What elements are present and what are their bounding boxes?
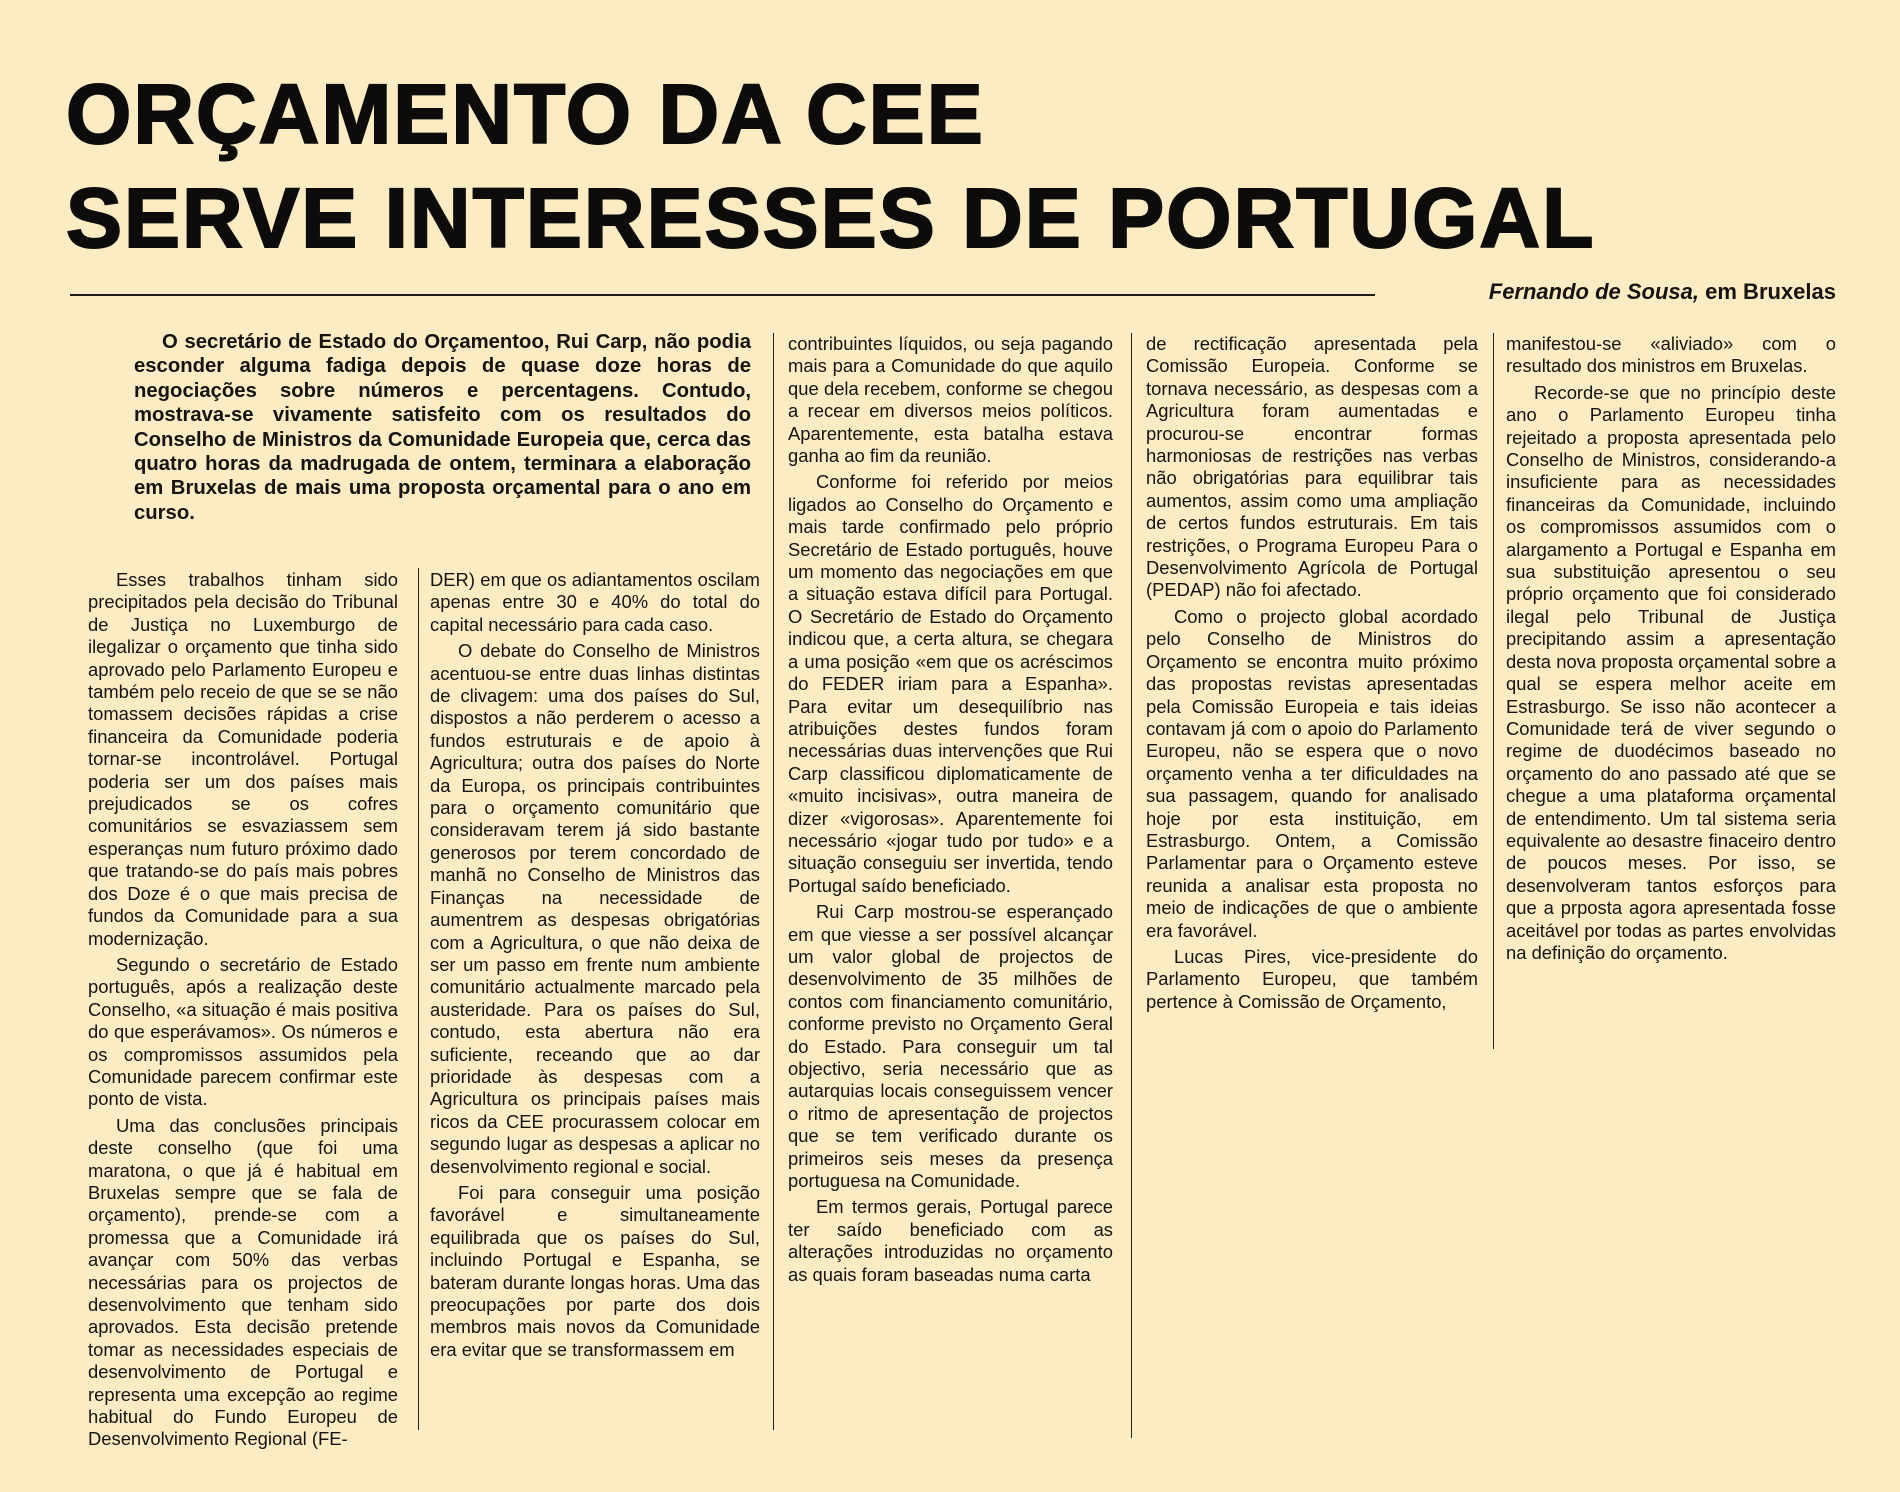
paragraph: Foi para conseguir uma posição favorável e simultaneamente equilibrada que os países do Sul, incluindo Portugal e Espanha, se bateram durante longas horas. Uma das preocupações por parte dos dois membros mais novos da Comunidade era evitar que se transformassem em: [430, 1181, 760, 1360]
byline-rule: [70, 294, 1375, 296]
paragraph: Rui Carp mostrou-se esperançado em que viesse a ser possível alcançar um valor global de projectos de desenvolvimento de 35 milhões de contos com financiamento comunitário, conforme previsto no Orçamento Geral do Estado. Para conseguir um tal objectivo, seria necessário que as autarquias locais conseguissem vencer o ritmo de apresentação de projectos que se tem verificado durante os primeiros seis meses da presença portuguesa na Comunidade.: [788, 901, 1113, 1192]
paragraph: Esses trabalhos tinham sido precipitados pela decisão do Tribunal de Justiça no Luxemburgo de ilegalizar o orçamento que tinha sido aprovado pelo Parlamento Europeu e também pelo receio de que se se não tomassem decisões rápidas a crise financeira da Comunidade poderia tornar-se incontrolável. Portugal poderia ser um dos países mais prejudicados se os cofres comunitários se esvaziassem sem esperanças num futuro próximo dado que tratando-se do país mais pobres dos Doze é o que mais precisa de fundos da Comunidade para a sua modernização.: [88, 569, 398, 949]
headline-line-1: ORÇAMENTO DA CEE: [66, 67, 985, 161]
paragraph: Em termos gerais, Portugal parece ter saído beneficiado com as alterações introduzidas no orçamento as quais foram baseadas numa carta: [788, 1196, 1113, 1285]
paragraph: manifestou-se «aliviado» com o resultado dos ministros em Bruxelas.: [1506, 333, 1836, 377]
paragraph: Lucas Pires, vice-presidente do Parlamento Europeu, que também pertence à Comissão de Orçamento,: [1146, 945, 1478, 1012]
column-rule: [773, 333, 774, 1430]
headline-line-2: SERVE INTERESSES DE PORTUGAL: [66, 171, 1596, 265]
lede-text: O secretário de Estado do Orçamentoo, Rui Carp, não podia esconder alguma fadiga depois de quase doze horas de negociações sobre números e percentagens. Contudo, mostrava-se vivamente satisfeito com os resultados do Conselho de Ministros da Comunidade Europeia que, cerca das quatro horas da madrugada de ontem, terminara a elaboração em Bruxelas de mais uma proposta orçamental para o ano em curso.: [134, 331, 751, 524]
paragraph: Recorde-se que no princípio deste ano o Parlamento Europeu tinha rejeitado a proposta apresentada pelo Conselho de Ministros, considerando-a insuficiente para as necessidades financeiras da Comunidade, incluindo os compromissos assumidos com o alargamento a Portugal e Espanha em sua substituição apresentou o seu próprio orçamento que foi considerado ilegal pelo Tribunal de Justiça precipitando assim a apresentação desta nova proposta orçamental sobre a qual se espera melhor aceite em Estrasburgo. Se isso não acontecer a Comunidade terá de viver segundo o regime de duodécimos baseado no orçamento do ano passado até que se chegue a uma plataforma orçamental de entendimento. Um tal sistema seria equivalente ao desastre finaceiro dentro de poucos meses. Por isso, se desenvolveram tantos esforços para que a prposta agora apresentada fosse aceitável por todas as partes envolvidas na definição do orçamento.: [1506, 381, 1836, 963]
paragraph: O debate do Conselho de Ministros acentuou-se entre duas linhas distintas de clivagem: uma dos países do Sul, dispostos a não perderem o acesso a fundos estruturais e de apoio à Agricultura; outra dos países do Norte da Europa, os principais contribuintes para o orçamento comunitário que consideravam terem já sido bastante generosos por terem concordado de manhã no Conselho de Ministros das Finanças na necessidade de aumentrem as despesas obrigatórias com a Agricultura, o que não deixa de ser um passo em frente num ambiente comunitário actualmente marcado pela austeridade. Para os países do Sul, contudo, esta abertura não era suficiente, receando que ao dar prioridade às despesas com a Agricultura os principais países mais ricos da CEE procurassem colocar em segundo lugar as despesas a aplicar no desenvolvimento regional e social.: [430, 640, 760, 1177]
article-column-2: [430, 569, 760, 1427]
column-rule: [1493, 333, 1494, 1049]
byline-author: Fernando de Sousa,: [1488, 279, 1700, 304]
byline: [1489, 279, 1836, 305]
column-rule: [418, 568, 419, 1430]
paragraph: Segundo o secretário de Estado português, após a realização deste Conselho, «a situação é mais positiva do que esperávamos». Os números e os compromissos assumidos pela Comunidade parecem confirmar este ponto de vista.: [88, 953, 398, 1110]
paragraph: Como o projecto global acordado pelo Conselho de Ministros do Orçamento se encontra muito próximo das propostas revistas apresentadas pela Comissão Europeia e tais ideias contavam já com o apoio do Parlamento Europeu, não se espera que o novo orçamento venha a ter dificuldades na sua passagem, quando for analisado hoje por esta instituição, em Estrasburgo. Ontem, a Comissão Parlamentar para o Orçamento esteve reunida a analisar esta proposta no meio de indicações de que o ambiente era favorável.: [1146, 605, 1478, 941]
article-column-1: [88, 569, 398, 1450]
paragraph: DER) em que os adiantamentos oscilam apenas entre 30 e 40% do total do capital necessário para cada caso.: [430, 569, 760, 635]
article-column-5: [1506, 333, 1836, 1049]
article-column-3: [788, 333, 1113, 1433]
lede: [134, 330, 751, 525]
column-rule: [1131, 333, 1132, 1438]
paragraph: Uma das conclusões principais deste conselho (que foi uma maratona, o que já é habitual em Bruxelas sempre que se fala de orçamento), prende-se com a promessa que a Comunidade irá avançar com 50% das verbas necessárias para os projectos de desenvolvimento que tenham sido aprovados. Esta decisão pretende tomar as necessidades especiais de desenvolvimento de Portugal e representa uma excepção ao regime habitual do Fundo Europeu de Desenvolvimento Regional (FE-: [88, 1114, 398, 1450]
paragraph: de rectificação apresentada pela Comissão Europeia. Conforme se tornava necessário, as despesas com a Agricultura foram aumentadas e procurou-se encontrar formas harmoniosas de restrições nas verbas não obrigatórias para equilibrar tais aumentos, assim como uma ampliação de certos fundos estruturais. Em tais restrições, o Programa Europeu Para o Desenvolvimento Agrícola de Portugal (PEDAP) não foi afectado.: [1146, 333, 1478, 601]
paragraph: Conforme foi referido por meios ligados ao Conselho do Orçamento e mais tarde confirmado pelo próprio Secretário de Estado português, houve um momento das negociações em que a situação estava difícil para Portugal. O Secretário de Estado do Orçamento indicou que, a certa altura, se chegara a uma posição «em que os acréscimos do FEDER iriam para a Espanha». Para evitar um desequilíbrio nas atribuições destes fundos foram necessárias duas intervenções que Rui Carp classificou diplomaticamente de «muito incisivas», outra maneira de dizer «vigorosas». Aparentemente foi necessário «jogar tudo por tudo» e a situação conseguiu ser invertida, tendo Portugal saído beneficiado.: [788, 471, 1113, 896]
article-column-4: [1146, 333, 1478, 1049]
byline-location: em Bruxelas: [1705, 279, 1836, 304]
paragraph: contribuintes líquidos, ou seja pagando mais para a Comunidade do que aquilo que dela recebem, conforme se chegou a recear em diversos meios políticos. Aparentemente, esta batalha estava ganha ao fim da reunião.: [788, 333, 1113, 467]
headline: [66, 62, 1856, 270]
